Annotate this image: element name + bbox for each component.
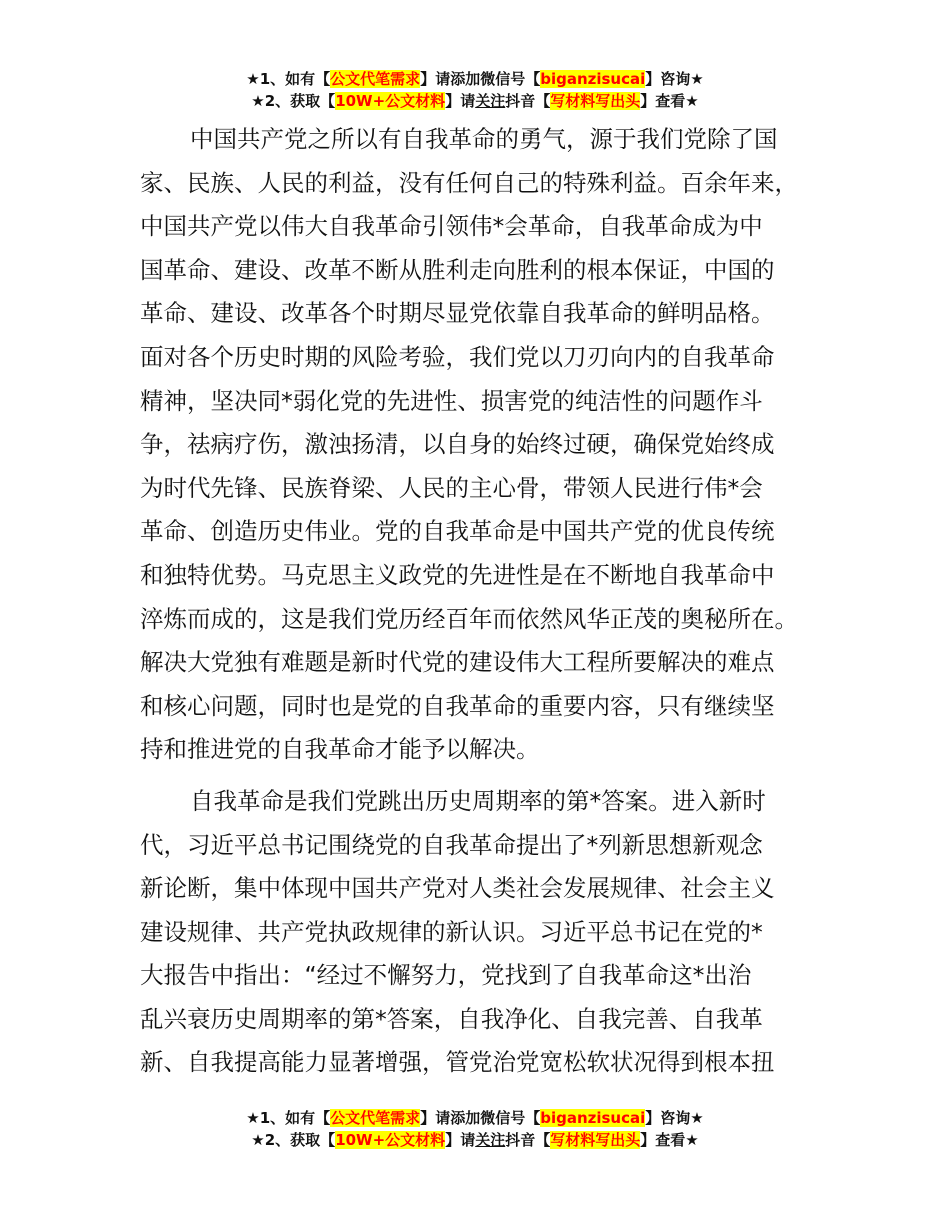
text-line: 为时代先锋、民族脊梁、人民的主心骨，带领人民进行伟*会 bbox=[140, 473, 763, 502]
banner-text: 】请 bbox=[445, 92, 476, 110]
banner-underlined-text: 关注 bbox=[475, 1131, 506, 1149]
text-line: 精神，坚决同*弱化党的先进性、损害党的纯洁性的问题作斗 bbox=[140, 386, 763, 415]
document-body bbox=[140, 118, 820, 1085]
text-line: 国革命、建设、改革不断从胜利走向胜利的根本保证，中国的 bbox=[140, 255, 775, 284]
text-line: 革命、创造历史伟业。党的自我革命是中国共产党的优良传统 bbox=[140, 517, 775, 546]
banner-highlight: 10W+公文材料 bbox=[335, 92, 446, 110]
text-line: 争，祛病疗伤，激浊扬清，以自身的始终过硬，确保党始终成 bbox=[140, 430, 775, 459]
banner-highlight-douyin: 写材料写出头 bbox=[550, 1131, 641, 1149]
banner-highlight-wechat-id: biganzisucai bbox=[540, 1109, 646, 1127]
text-line: 淬炼而成的，这是我们党历经百年而依然风华正茂的奥秘所在。 bbox=[140, 604, 798, 633]
banner-text: 】咨询★ bbox=[645, 1109, 704, 1127]
banner-text: 】查看★ bbox=[640, 92, 699, 110]
text-line: 新、自我提高能力显著增强，管党治党宽松软状况得到根本扭 bbox=[140, 1048, 775, 1077]
banner-text: 抖音【 bbox=[505, 92, 551, 110]
text-line: 和独特优势。马克思主义政党的先进性是在不断地自我革命中 bbox=[140, 560, 775, 589]
text-line: 和核心问题，同时也是党的自我革命的重要内容，只有继续坚 bbox=[140, 691, 775, 720]
text-line: 持和推进党的自我革命才能予以解决。 bbox=[140, 735, 540, 764]
banner-line-2 bbox=[0, 1129, 950, 1151]
text-line: 中国共产党以伟大自我革命引领伟*会革命，自我革命成为中 bbox=[140, 212, 763, 241]
text-line: 建设规律、共产党执政规律的新认识。习近平总书记在党的* bbox=[140, 917, 763, 946]
text-line: 面对各个历史时期的风险考验，我们党以刀刃向内的自我革命 bbox=[140, 342, 775, 371]
banner-text: ★2、获取【 bbox=[251, 92, 336, 110]
text-line: 家、民族、人民的利益，没有任何自己的特殊利益。百余年来， bbox=[140, 168, 798, 197]
paragraph-1 bbox=[140, 118, 820, 772]
banner-text: 】请 bbox=[445, 1131, 476, 1149]
text-line: 大报告中指出：“经过不懈努力，党找到了自我革命这*出治 bbox=[140, 961, 752, 990]
footer-banner bbox=[0, 1107, 950, 1151]
banner-text: ★2、获取【 bbox=[251, 1131, 336, 1149]
banner-underlined-text: 关注 bbox=[475, 92, 506, 110]
banner-highlight: 10W+公文材料 bbox=[335, 1131, 446, 1149]
header-banner bbox=[0, 68, 950, 112]
text-line: 中国共产党之所以有自我革命的勇气，源于我们党除了国 bbox=[190, 125, 778, 153]
banner-text: 】咨询★ bbox=[645, 70, 704, 88]
paragraph-2 bbox=[140, 780, 820, 1085]
text-line: 革命、建设、改革各个时期尽显党依靠自我革命的鲜明品格。 bbox=[140, 299, 775, 328]
banner-text: ★1、如有【 bbox=[246, 70, 331, 88]
banner-text: 】请添加微信号【 bbox=[420, 1109, 541, 1127]
text-line: 自我革命是我们党跳出历史周期率的第*答案。进入新时 bbox=[190, 786, 766, 815]
banner-line-1 bbox=[0, 68, 950, 90]
banner-text: 抖音【 bbox=[505, 1131, 551, 1149]
banner-text: 】请添加微信号【 bbox=[420, 70, 541, 88]
banner-highlight: 公文代笔需求 bbox=[330, 1109, 421, 1127]
text-line: 乱兴衰历史周期率的第*答案，自我净化、自我完善、自我革 bbox=[140, 1004, 763, 1033]
banner-text: ★1、如有【 bbox=[246, 1109, 331, 1127]
banner-highlight-douyin: 写材料写出头 bbox=[550, 92, 641, 110]
banner-line-2 bbox=[0, 90, 950, 112]
text-line: 新论断，集中体现中国共产党对人类社会发展规律、社会主义 bbox=[140, 874, 775, 903]
banner-line-1 bbox=[0, 1107, 950, 1129]
banner-highlight: 公文代笔需求 bbox=[330, 70, 421, 88]
banner-text: 】查看★ bbox=[640, 1131, 699, 1149]
banner-highlight-wechat-id: biganzisucai bbox=[540, 70, 646, 88]
text-line: 解决大党独有难题是新时代党的建设伟大工程所要解决的难点 bbox=[140, 648, 775, 677]
text-line: 代，习近平总书记围绕党的自我革命提出了*列新思想新观念 bbox=[140, 830, 763, 859]
